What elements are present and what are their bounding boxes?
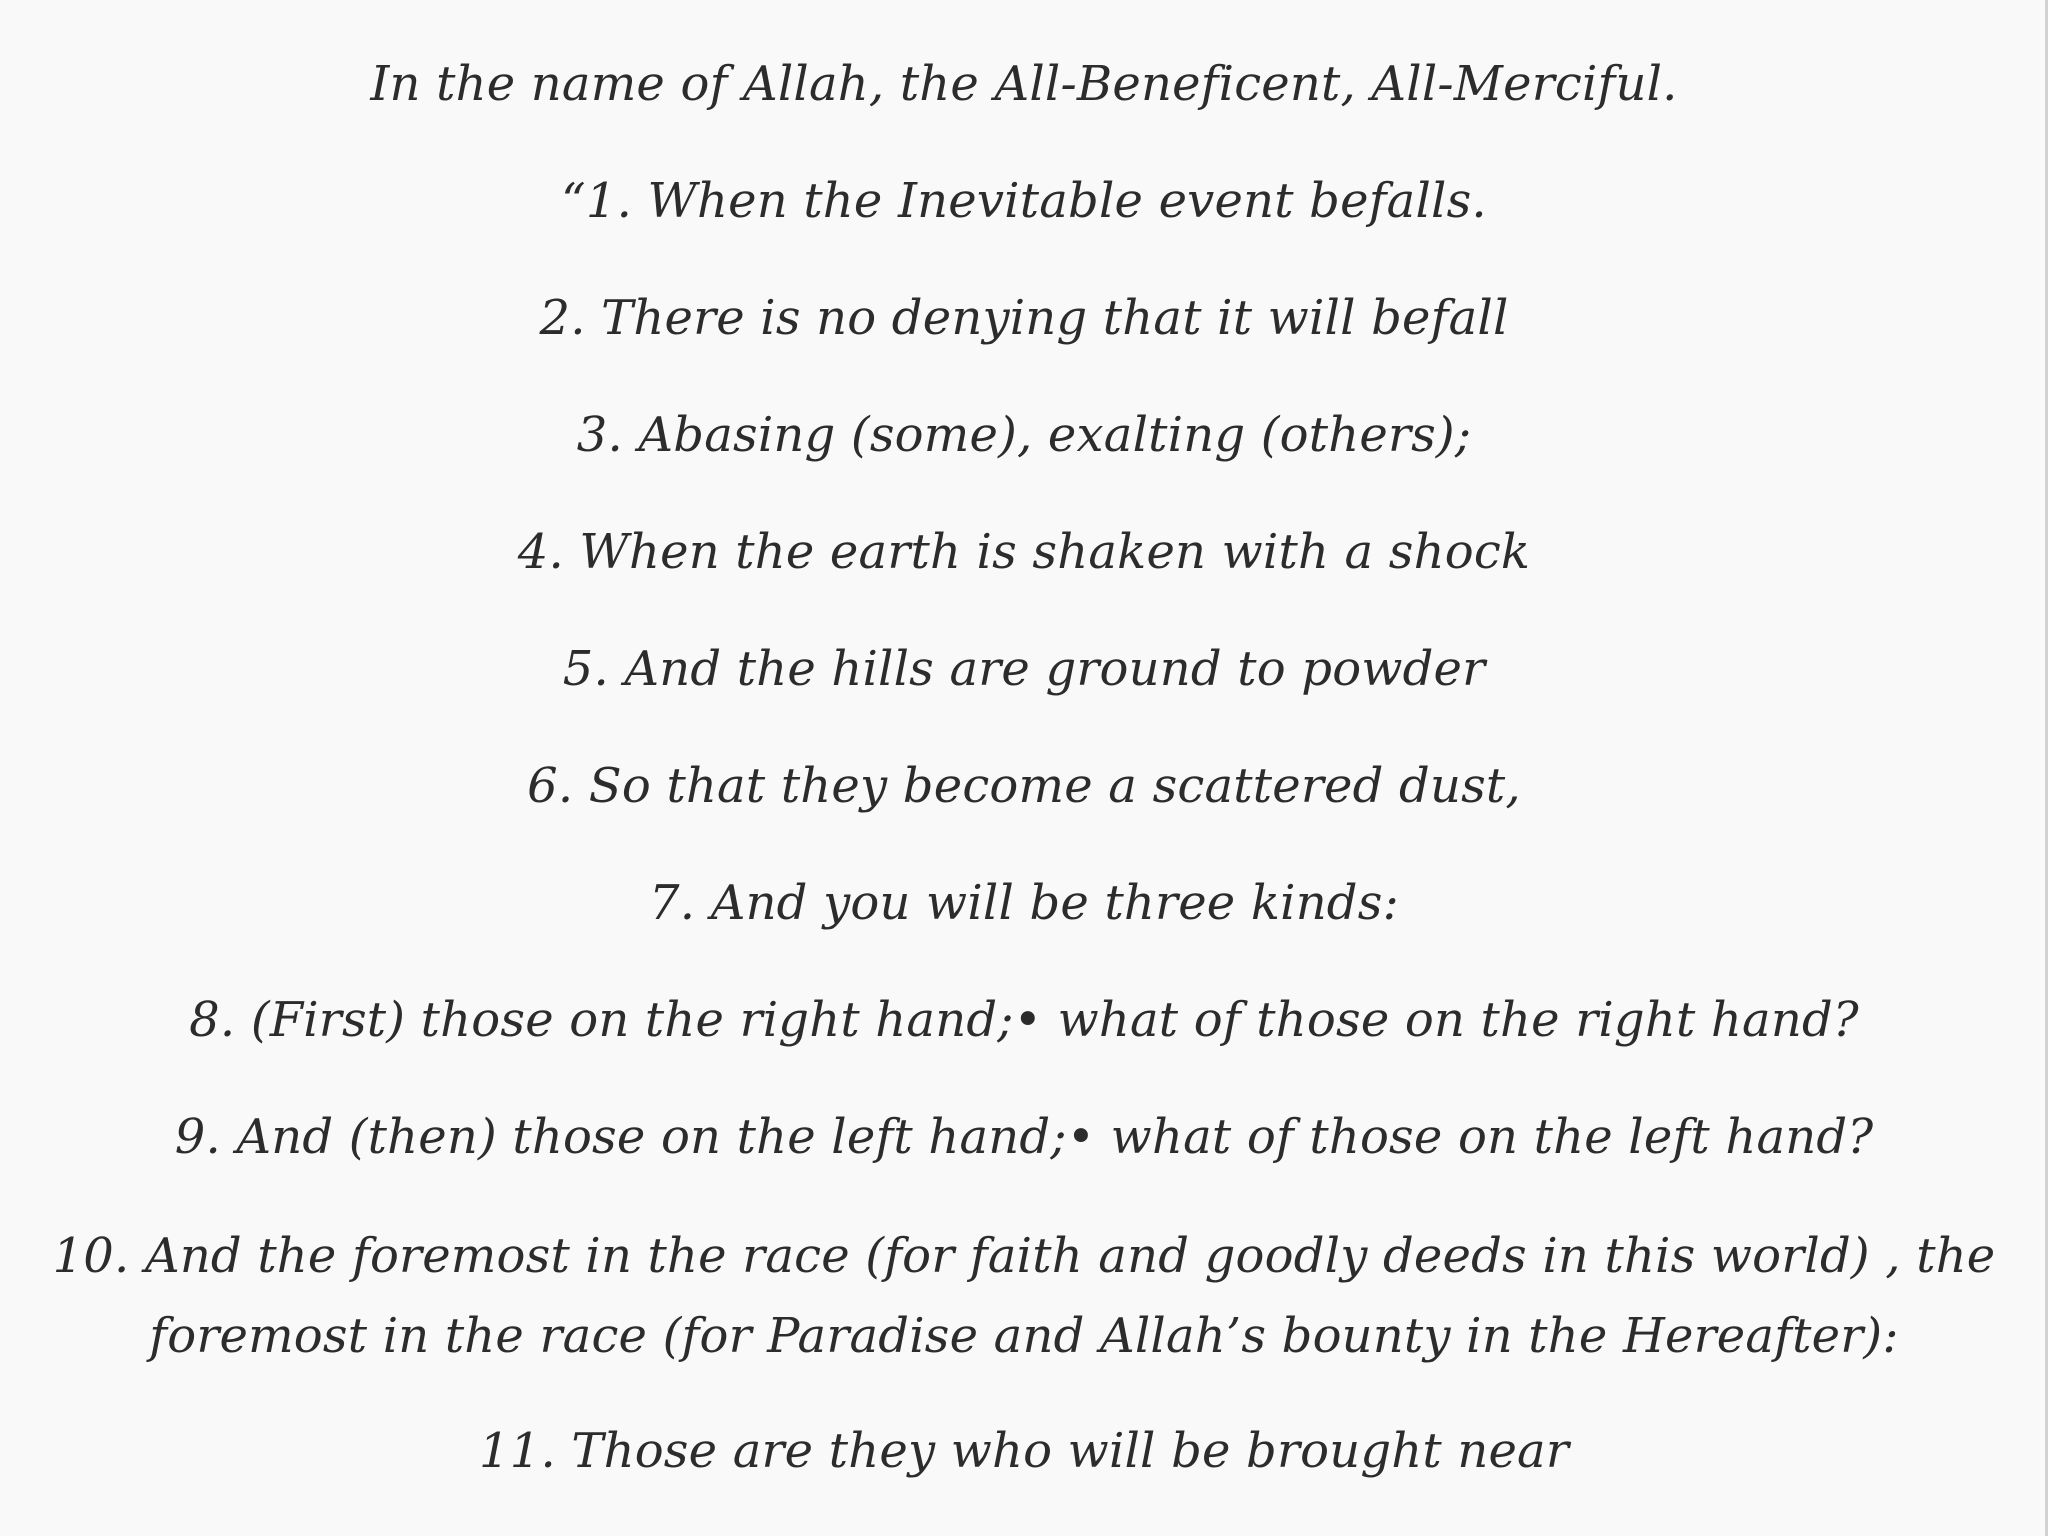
verse-6: 6. So that they become a scattered dust, <box>527 758 1521 814</box>
bismillah-line: In the name of Allah, the All-Beneficent, All-Merciful. <box>370 56 1678 112</box>
verse-8: 8. (First) those on the right hand;• what of those on the right hand? <box>189 992 1859 1048</box>
verse-5: 5. And the hills are ground to powder <box>562 641 1486 697</box>
verse-10: 10. And the foremost in the race (for faith and goodly deeds in this world) , the foremost in the race (for Paradise and Allah’s bounty in the Hereafter): <box>52 1228 1996 1364</box>
verse-3: 3. Abasing (some), exalting (others); <box>576 407 1472 463</box>
verse-9: 9. And (then) those on the left hand;• what of those on the left hand? <box>174 1109 1874 1165</box>
verse-11: 11. Those are they who will be brought near <box>478 1423 1570 1479</box>
verse-4: 4. When the earth is shaken with a shock <box>517 524 1531 580</box>
verse-1: “1. When the Inevitable event befalls. <box>561 173 1487 229</box>
verse-2: 2. There is no denying that it will befall <box>539 290 1509 346</box>
verse-7: 7. And you will be three kinds: <box>649 875 1399 931</box>
